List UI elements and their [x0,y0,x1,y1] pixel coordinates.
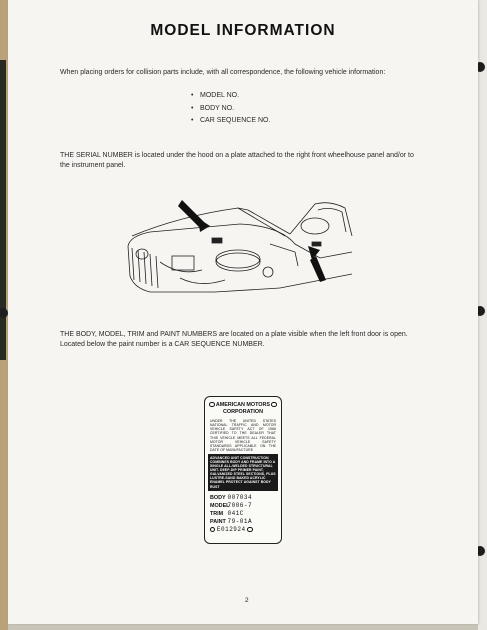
list-item: • BODY NO. [191,103,270,116]
page-number: 2 [245,597,249,604]
plate-field-model: MODEL 7006-7 [210,501,253,509]
plate-certification: UNDER THE UNITED STATES NATIONAL TRAFFIC AND MOTOR VEHICLE SAFETY ACT OF 1966 CERTIFIED TO THE DEALER THAT THIS VEHICLE MEETS ALL FEDERAL MOTOR VEHICLE SAFETY STANDARDS APPLICABLE ON THE DATE OF MANUFACTURE [210,419,276,452]
vehicle-identification-plate [204,396,282,544]
rivet-icon [209,402,214,407]
rivet-icon [271,402,276,407]
plate-sequence: E012924 [210,526,276,534]
plate-header [205,402,281,415]
plate-corporation: CORPORATION [222,408,264,415]
engine-compartment-illustration [120,196,355,296]
order-info-list [191,90,270,128]
body-plate-paragraph: THE BODY, MODEL, TRIM and PAINT NUMBERS are located on a plate visible when the left front door is open. Located below the paint number is a CAR SEQUENCE NUMBER. [60,331,408,348]
plate-construction-notice: ADVANCED UNIT CONSTRUCTION COMBINES BODY AND FRAME INTO A SINGLE ALL-WELDED STRUCTURAL UNIT. DEEP-DIP PRIMER PAINT, GALVANIZED STEEL SECTIONS, PLUS LUSTRE-SAND BAKED ACRYLIC ENAMEL PROTECT AGAINST BODY RUST [208,454,278,491]
plate-field-body: BODY 007034 [210,493,253,501]
document-page [8,0,478,624]
serial-number-paragraph: THE SERIAL NUMBER is located under the hood on a plate attached to the right front wheelhouse panel and/or to the instrument panel. [60,152,414,169]
list-item: • CAR SEQUENCE NO. [191,115,270,128]
plate-fields [205,491,281,534]
plate-maker: AMERICAN MOTORS [215,402,270,409]
plate-field-paint: PAINT 79-01A [210,517,253,525]
list-item: • MODEL NO. [191,90,270,103]
rivet-icon [247,527,252,532]
rivet-icon [210,527,215,532]
intro-paragraph: When placing orders for collision parts include, with all correspondence, the following vehicle information: [60,69,386,76]
page-title: MODEL INFORMATION [150,22,336,39]
plate-field-trim: TRIM 041C [210,509,244,517]
